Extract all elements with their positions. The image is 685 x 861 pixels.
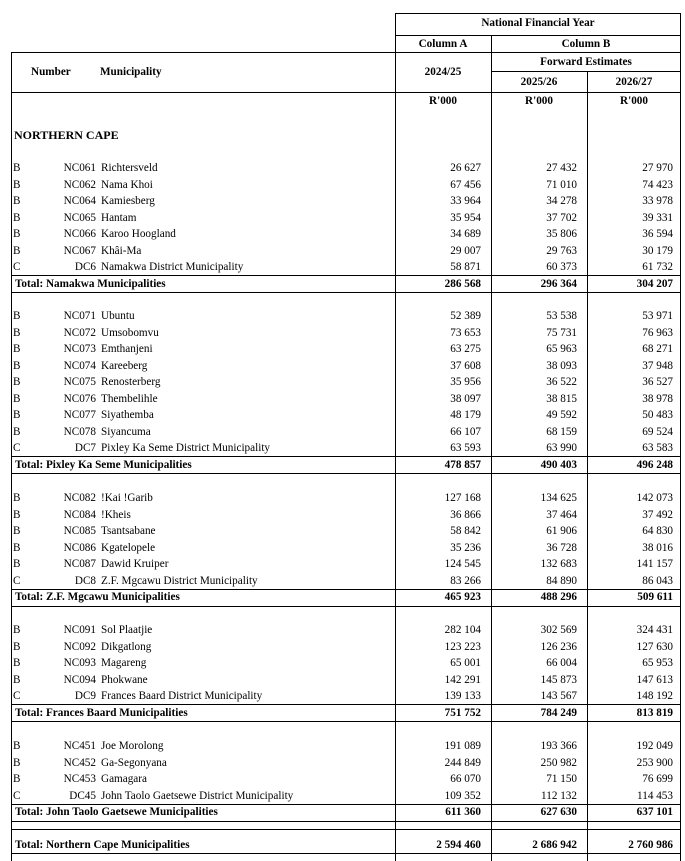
subtotal-row [11,705,681,722]
municipality-name-cell: Ga-Segonyana [101,756,167,769]
column-b1-value-cell: 68 159 [546,425,577,438]
column-b2-value-cell: 142 073 [636,492,673,504]
column-b1-value-cell: 134 625 [540,492,577,504]
category-cell: B [13,425,21,438]
total-rule [11,721,681,722]
category-cell: C [13,574,21,587]
municipality-name-cell: Hantam [101,211,137,224]
column-a-value-cell: 58 871 [450,261,481,273]
table-row [11,490,681,507]
column-a-value-cell: 244 849 [444,756,481,769]
category-cell: C [13,690,21,702]
unit-b1-heading: R'000 [525,95,553,107]
column-b1-value-cell: 193 366 [540,740,577,752]
subtotal-label: Total: Frances Baard Municipalities [15,706,188,719]
column-b1-value-cell: 35 806 [546,228,577,240]
subtotal-label: Total: John Taolo Gaetsewe Municipalities [15,806,218,818]
column-a-value-cell: 36 866 [450,508,481,521]
municipality-number-cell: NC093 [63,657,96,669]
column-b1-value-cell: 71 010 [546,178,577,191]
column-b1-value-cell: 112 132 [541,789,577,802]
municipality-name-cell: Umsobomvu [101,326,159,339]
column-a-heading: Column A [418,38,468,50]
column-b2-value-cell: 253 900 [636,756,673,769]
table-row [11,193,681,210]
municipality-name-cell: Siyathemba [101,409,154,421]
municipality-number-cell: NC074 [63,359,96,372]
column-a-value-cell: 52 389 [450,310,481,322]
category-cell: B [13,624,21,636]
municipality-name-cell: Karoo Hoogland [101,228,176,240]
table-row [11,523,681,540]
national-financial-year-heading: National Financial Year [481,17,595,29]
category-cell: B [13,211,21,224]
municipality-name-cell: Renosterberg [101,376,161,388]
column-a-value-cell: 63 593 [450,442,481,454]
category-cell: B [13,525,21,537]
table-row [11,407,681,424]
table-row [11,424,681,441]
column-a-value-cell: 142 291 [444,673,481,686]
table-row [11,639,681,656]
column-a-value-cell: 35 956 [450,376,481,388]
municipality-name-cell: Dawid Kruiper [101,558,169,570]
total-rule [11,473,681,474]
table-row [11,177,681,194]
table-row [11,391,681,408]
column-a-value-cell: 67 456 [450,178,481,191]
column-a-value-cell: 66 070 [450,773,481,785]
column-b1-value-cell: 38 093 [546,359,577,372]
municipality-name-cell: Nama Khoi [101,178,153,191]
column-b2-value-cell: 86 043 [642,574,673,587]
total-rule [11,829,681,830]
municipality-name-cell: Kareeberg [101,359,148,372]
province-heading: NORTHERN CAPE [14,128,119,142]
table-row [11,507,681,524]
subtotal-b1: 490 403 [540,458,577,471]
column-a-value-cell: 124 545 [444,558,481,570]
table-row [11,374,681,391]
column-a-value-cell: 37 608 [450,359,481,372]
municipality-name-cell: Frances Baard District Municipality [101,690,263,702]
column-a-value-cell: 73 653 [450,326,481,339]
column-a-value-cell: 35 236 [450,541,481,554]
subtotal-label: Total: Pixley Ka Seme Municipalities [15,458,192,471]
column-a-value-cell: 65 001 [450,657,481,669]
table-row [11,755,681,772]
table-row [11,308,681,325]
table-row [11,440,681,457]
column-a-value-cell: 123 223 [444,640,481,653]
table-row [11,358,681,375]
subtotal-b1: 296 364 [540,277,577,290]
category-cell: B [13,673,21,686]
table-row [11,540,681,557]
municipality-number-cell: NC061 [63,162,96,174]
column-b1-value-cell: 49 592 [546,409,577,421]
grand-total-label: Total: Northern Cape Municipalities [15,839,190,851]
header-rule [395,13,681,14]
year-a-heading: 2024/25 [424,66,462,78]
table-row [11,160,681,177]
municipality-number-cell: DC9 [74,690,96,702]
year-b2-heading: 2026/27 [615,76,653,88]
municipality-name-cell: Ubuntu [101,310,135,322]
subtotal-row [11,589,681,606]
subtotal-b2: 304 207 [636,277,673,290]
municipality-number-cell: DC6 [74,261,96,273]
municipality-number-cell: NC453 [63,773,96,785]
column-b1-value-cell: 27 432 [546,162,577,174]
municipality-number-cell: NC094 [63,673,96,686]
column-b2-value-cell: 30 179 [642,244,673,257]
column-b2-value-cell: 148 192 [636,690,673,702]
column-b2-value-cell: 64 830 [642,525,673,537]
column-b2-value-cell: 68 271 [642,343,673,355]
subtotal-b2: 637 101 [636,806,673,818]
municipality-number-cell: NC072 [63,326,96,339]
column-b2-value-cell: 141 157 [636,558,673,570]
municipality-name-cell: Z.F. Mgcawu District Municipality [101,574,258,587]
column-b1-value-cell: 84 890 [546,574,577,587]
table-row [11,672,681,689]
category-cell: B [13,508,21,521]
municipality-heading: Municipality [100,66,162,78]
municipality-number-cell: NC062 [63,178,96,191]
column-b2-value-cell: 69 524 [642,425,673,438]
subtotal-row [11,804,681,821]
municipality-name-cell: Pixley Ka Seme District Municipality [101,442,271,454]
municipality-name-cell: !Kai !Garib [101,492,153,504]
municipality-name-cell: Emthanjeni [101,343,153,355]
category-cell: C [13,789,21,802]
municipality-number-cell: NC077 [63,409,96,421]
municipality-name-cell: Thembelihle [101,392,158,405]
total-rule [11,292,681,293]
column-b2-value-cell: 38 978 [642,392,673,405]
column-a-value-cell: 191 089 [444,740,481,752]
municipality-number-cell: NC067 [63,244,96,257]
subtotal-b1: 784 249 [540,706,577,719]
column-b1-value-cell: 37 464 [546,508,577,521]
column-b2-value-cell: 65 953 [642,657,673,669]
table-row [11,771,681,788]
category-cell: B [13,326,21,339]
municipality-number-cell: DC7 [74,442,96,454]
grand-total-row [11,837,681,854]
column-a-value-cell: 38 097 [450,392,481,405]
column-b1-value-cell: 250 982 [540,756,577,769]
table-row [11,622,681,639]
subtotal-label: Total: Namakwa Municipalities [15,277,166,290]
column-b2-value-cell: 63 583 [642,442,673,454]
forward-estimates-heading: Forward Estimates [540,56,632,68]
column-b2-value-cell: 61 732 [642,261,673,273]
column-a-value-cell: 26 627 [450,162,481,174]
table-row [11,210,681,227]
table-row [11,788,681,805]
municipality-name-cell: Phokwane [101,673,148,686]
municipality-number-cell: NC082 [63,492,96,504]
table-row [11,325,681,342]
year-b1-heading: 2025/26 [520,76,558,88]
subtotal-b2: 496 248 [636,458,673,471]
column-a-value-cell: 127 168 [444,492,481,504]
municipality-name-cell: Kgatelopele [101,541,156,554]
category-cell: C [13,261,21,273]
municipality-number-cell: NC071 [63,310,96,322]
column-b1-value-cell: 53 538 [546,310,577,322]
total-rule [11,821,681,822]
header-rule [491,71,681,72]
category-cell: B [13,657,21,669]
category-cell: B [13,392,21,405]
table-row [11,243,681,260]
subtotal-a: 751 752 [444,706,481,719]
column-b1-value-cell: 132 683 [540,558,577,570]
column-b2-value-cell: 36 527 [642,376,673,388]
column-b1-value-cell: 37 702 [546,211,577,224]
subtotal-row [11,276,681,293]
table-row [11,226,681,243]
column-b1-value-cell: 302 569 [540,624,577,636]
municipality-name-cell: Kamiesberg [101,195,155,207]
column-b1-value-cell: 65 963 [546,343,577,355]
table-row [11,738,681,755]
subtotal-a: 286 568 [444,277,481,290]
table-row [11,259,681,276]
header-rule [11,52,681,53]
column-b2-value-cell: 39 331 [642,211,673,224]
municipality-number-cell: NC085 [63,525,96,537]
column-b2-value-cell: 38 016 [642,541,673,554]
column-a-value-cell: 109 352 [444,789,481,802]
municipality-name-cell: John Taolo Gaetsewe District Municipality [101,789,294,802]
subtotal-label: Total: Z.F. Mgcawu Municipalities [15,591,180,603]
subtotal-b1: 488 296 [540,591,577,603]
grand-total-a: 2 594 460 [436,839,481,851]
municipality-name-cell: Namakwa District Municipality [101,261,244,273]
column-a-value-cell: 66 107 [450,425,481,438]
municipality-name-cell: Sol Plaatjie [101,624,153,636]
column-b1-value-cell: 34 278 [546,195,577,207]
municipality-number-cell: NC087 [63,558,96,570]
column-b1-value-cell: 126 236 [540,640,577,653]
subtotal-a: 478 857 [444,458,481,471]
number-heading: Number [31,66,71,78]
municipality-number-cell: DC45 [69,789,96,802]
municipality-name-cell: Tsantsabane [101,525,156,537]
municipality-name-cell: Siyancuma [101,425,151,438]
grand-total-b1: 2 686 942 [532,839,577,851]
header-rule [11,92,681,93]
municipality-number-cell: NC066 [63,228,96,240]
category-cell: B [13,558,21,570]
column-b1-value-cell: 75 731 [546,326,577,339]
column-b1-value-cell: 36 522 [546,376,577,388]
category-cell: B [13,228,21,240]
subtotal-a: 465 923 [444,591,481,603]
category-cell: B [13,773,21,785]
subtotal-a: 611 360 [445,806,481,818]
table-row [11,341,681,358]
municipality-name-cell: Gamagara [101,773,147,785]
municipality-number-cell: NC075 [63,376,96,388]
municipality-number-cell: NC065 [63,211,96,224]
column-b2-value-cell: 37 492 [642,508,673,521]
municipality-number-cell: NC073 [63,343,96,355]
column-b1-value-cell: 38 815 [546,392,577,405]
column-b2-value-cell: 324 431 [636,624,673,636]
column-b1-value-cell: 143 567 [540,690,577,702]
column-a-value-cell: 58 842 [450,525,481,537]
total-rule [11,606,681,607]
table-row [11,573,681,590]
column-b2-value-cell: 53 971 [642,310,673,322]
column-b2-value-cell: 36 594 [642,228,673,240]
category-cell: B [13,162,21,174]
column-b2-value-cell: 74 423 [642,178,673,191]
column-b2-value-cell: 33 978 [642,195,673,207]
category-cell: B [13,343,21,355]
category-cell: B [13,178,21,191]
column-a-value-cell: 139 133 [444,690,481,702]
column-b1-value-cell: 29 763 [546,244,577,257]
category-cell: B [13,492,21,504]
category-cell: B [13,376,21,388]
category-cell: B [13,740,21,752]
municipality-name-cell: Richtersveld [101,162,158,174]
column-b2-value-cell: 37 948 [642,359,673,372]
column-b1-value-cell: 71 150 [546,773,577,785]
municipality-number-cell: NC064 [63,195,96,207]
municipality-number-cell: NC452 [63,756,96,769]
category-cell: B [13,359,21,372]
column-b2-value-cell: 76 699 [642,773,673,785]
table-row [11,556,681,573]
column-a-value-cell: 282 104 [444,624,481,636]
municipality-name-cell: !Kheis [101,508,131,521]
grand-total-b2: 2 760 986 [628,839,673,851]
municipality-number-cell: NC084 [63,508,96,521]
column-a-value-cell: 63 275 [450,343,481,355]
column-b1-value-cell: 145 873 [540,673,577,686]
category-cell: B [13,310,21,322]
category-cell: B [13,640,21,653]
municipality-number-cell: NC086 [63,541,96,554]
subtotal-b2: 509 611 [637,591,673,603]
column-b1-value-cell: 60 373 [546,261,577,273]
unit-b2-heading: R'000 [620,95,648,107]
column-a-value-cell: 35 954 [450,211,481,224]
table-row [11,655,681,672]
unit-a-heading: R'000 [429,95,457,107]
column-b1-value-cell: 66 004 [546,657,577,669]
column-b2-value-cell: 127 630 [636,640,673,653]
subtotal-row [11,457,681,474]
municipality-name-cell: Dikgatlong [101,640,152,653]
municipality-number-cell: NC091 [63,624,96,636]
column-b1-value-cell: 63 990 [546,442,577,454]
column-b-heading: Column B [561,38,611,50]
municipality-number-cell: NC451 [63,740,96,752]
municipality-number-cell: DC8 [74,574,96,587]
column-a-value-cell: 48 179 [450,409,481,421]
column-b2-value-cell: 147 613 [636,673,673,686]
category-cell: B [13,195,21,207]
municipality-number-cell: NC076 [63,392,96,405]
column-a-value-cell: 33 964 [450,195,481,207]
column-b2-value-cell: 192 049 [636,740,673,752]
category-cell: B [13,409,21,421]
municipality-number-cell: NC092 [63,640,96,653]
column-a-value-cell: 83 266 [450,574,481,587]
column-a-value-cell: 34 689 [450,228,481,240]
table-row [11,688,681,705]
category-cell: B [13,541,21,554]
column-b2-value-cell: 27 970 [642,162,673,174]
municipality-name-cell: Joe Morolong [101,740,164,752]
column-b2-value-cell: 76 963 [642,326,673,339]
column-b2-value-cell: 114 453 [637,789,673,802]
municipality-number-cell: NC078 [63,425,96,438]
subtotal-b2: 813 819 [636,706,673,719]
municipality-name-cell: Magareng [101,657,147,669]
column-b1-value-cell: 61 906 [546,525,577,537]
subtotal-b1: 627 630 [540,806,577,818]
column-a-value-cell: 29 007 [450,244,481,257]
municipality-name-cell: Khâi-Ma [101,244,142,257]
category-cell: B [13,244,21,257]
header-rule [395,35,681,36]
category-cell: C [13,442,21,454]
column-b2-value-cell: 50 483 [642,409,673,421]
category-cell: B [13,756,21,769]
column-b1-value-cell: 36 728 [546,541,577,554]
